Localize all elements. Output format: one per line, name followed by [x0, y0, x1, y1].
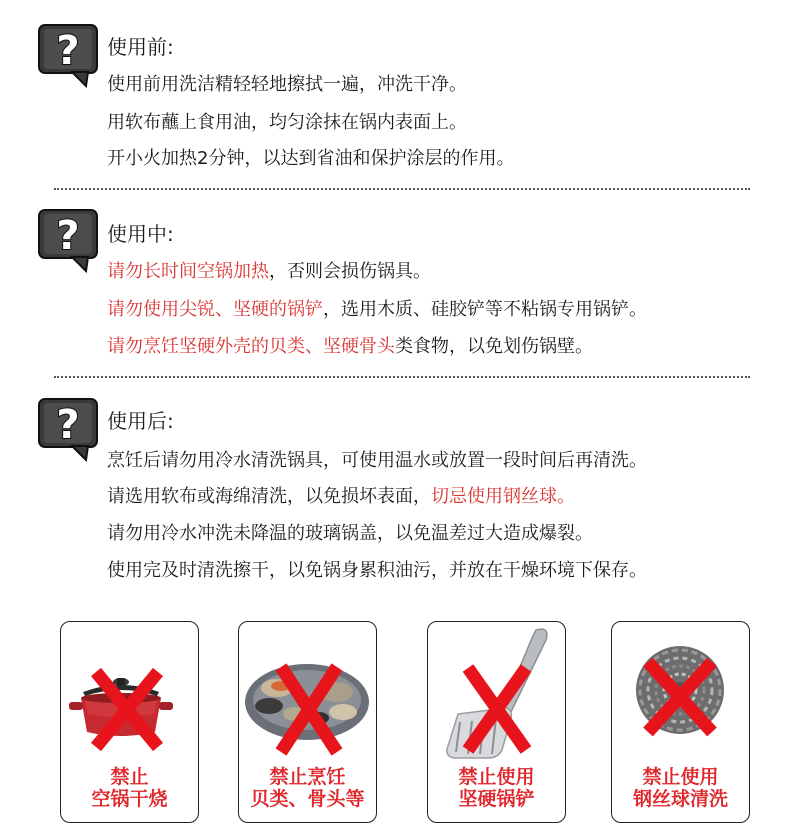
- metal-spatula-icon: [428, 622, 565, 762]
- dotted-divider: [54, 188, 750, 190]
- question-mark-icon: [36, 207, 102, 273]
- card-label: 禁止烹饪 贝类、骨头等: [250, 766, 365, 810]
- steel-wool-icon: [612, 622, 749, 762]
- pot-icon: [61, 622, 198, 762]
- instruction-line: 请勿使用尖锐、坚硬的锅铲，选用木质、硅胶铲等不粘锅专用锅铲。: [107, 299, 647, 320]
- section-title: 使用中:: [107, 222, 174, 246]
- prohibition-card-hard-spatula: [427, 621, 566, 823]
- prohibition-card-shellfish: [238, 621, 377, 823]
- shellfish-plate-icon: [239, 622, 376, 762]
- instruction-line: 烹饪后请勿用冷水清洗锅具，可使用温水或放置一段时间后再清洗。: [107, 450, 647, 471]
- question-mark-icon: [36, 396, 102, 462]
- instruction-line: 请勿烹饪坚硬外壳的贝类、坚硬骨头类食物，以免划伤锅壁。: [107, 336, 593, 357]
- instruction-line: 用软布蘸上食用油，均匀涂抹在锅内表面上。: [107, 112, 467, 133]
- question-mark-icon: [36, 22, 102, 88]
- dotted-divider: [54, 376, 750, 378]
- instruction-line: 使用前用洗洁精轻轻地擦拭一遍，冲洗干净。: [107, 74, 467, 95]
- section-title: 使用前:: [107, 35, 174, 59]
- section-title: 使用后:: [107, 409, 174, 433]
- card-label: 禁止使用 钢丝球清洗: [632, 766, 728, 810]
- card-label: 禁止使用 坚硬锅铲: [458, 766, 535, 810]
- instruction-line: 开小火加热2分钟，以达到省油和保护涂层的作用。: [107, 148, 515, 169]
- card-label: 禁止 空锅干烧: [91, 766, 168, 810]
- prohibition-card-empty-heating: [60, 621, 199, 823]
- instruction-line: 请选用软布或海绵清洗，以免损坏表面，切忌使用钢丝球。: [107, 486, 575, 507]
- instruction-line: 请勿用冷水冲洗未降温的玻璃锅盖，以免温差过大造成爆裂。: [107, 523, 593, 544]
- prohibition-card-steel-wool: [611, 621, 750, 823]
- instruction-line: 请勿长时间空锅加热，否则会损伤锅具。: [107, 261, 431, 282]
- instruction-line: 使用完及时清洗擦干，以免锅身累积油污，并放在干燥环境下保存。: [107, 560, 647, 581]
